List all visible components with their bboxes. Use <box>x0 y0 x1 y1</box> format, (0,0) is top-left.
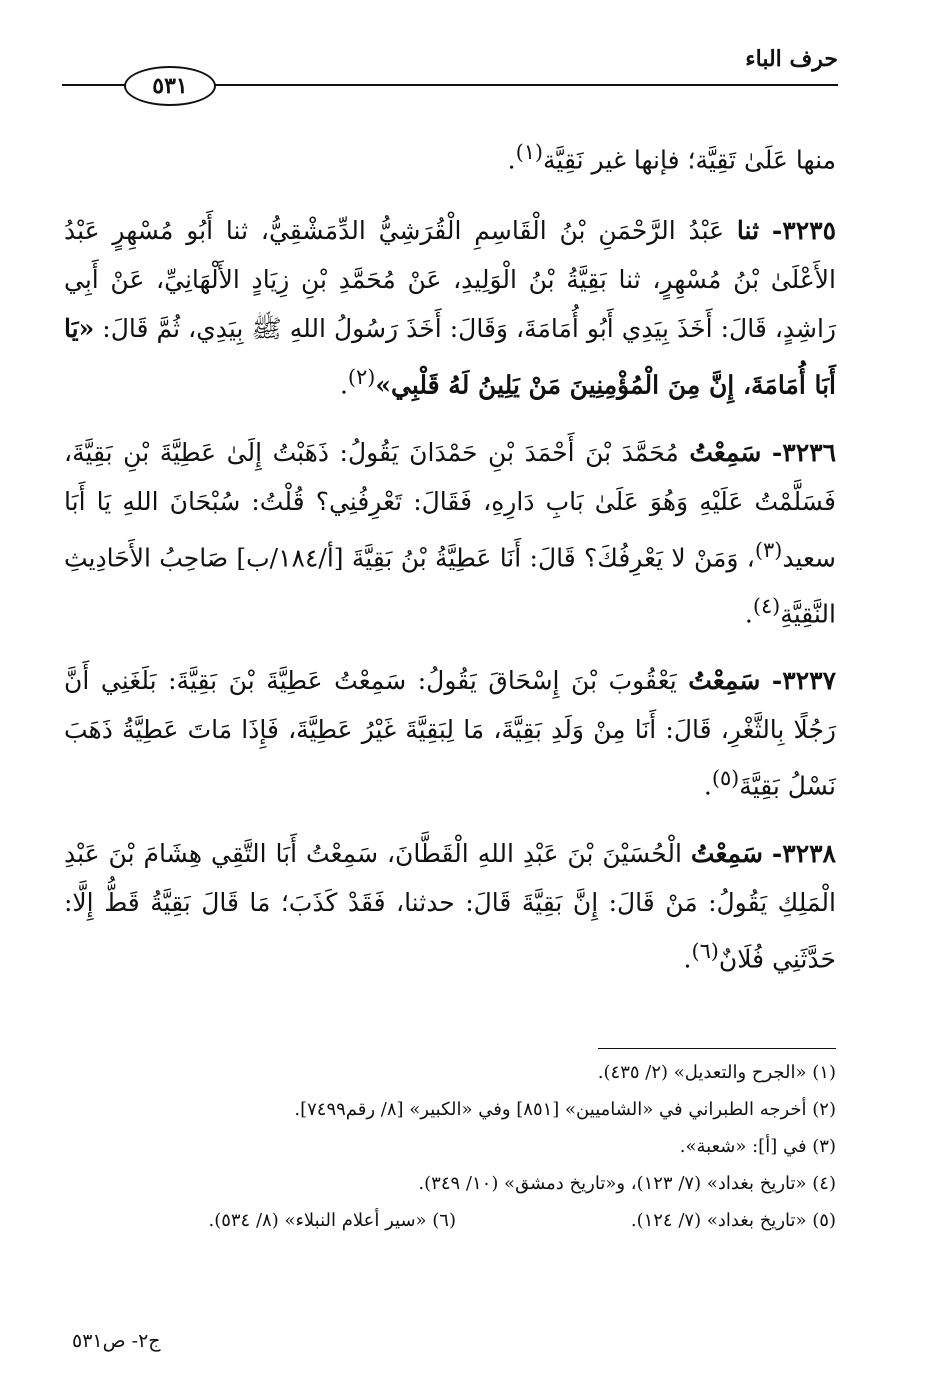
hadith-3237 <box>64 656 836 810</box>
paragraph-end: . <box>683 943 692 973</box>
paragraph-text: يَعْقُوبَ بْنَ إِسْحَاقَ يَقُولُ: سَمِعْتُ عَطِيَّةَ بْنَ بَقِيَّةَ: بَلَغَنِي أَنَّ رَجُلًا بِالثَّغْرِ، قَالَ: أَنَا مِنْ وَلَدِ بَقِيَّةَ، مَا لِبَقِيَّةَ غَيْرُ عَطِيَّةَ، فَإِذَا مَاتَ عَطِيَّةُ ذَهَبَ نَسْلُ بَقِيَّةَ <box>64 666 836 801</box>
footnote-1: (١) «الجرح والتعديل» (٢/ ٤٣٥). <box>597 1062 836 1083</box>
hadith-number: ٣٢٣٦- <box>771 437 837 467</box>
hadith-number: ٣٢٣٧- <box>771 666 836 696</box>
narration-keyword: ثنا <box>736 216 760 246</box>
main-text <box>64 128 836 1001</box>
page-header <box>62 40 838 110</box>
footnote-2: (٢) أخرجه الطبراني في «الشاميين» [٨٥١] وفي «الكبير» [٨/ رقم٧٤٩٩]. <box>294 1099 836 1120</box>
footnote-ref: (٢) <box>347 365 376 390</box>
hadith-3235 <box>64 206 836 409</box>
paragraph-end: . <box>703 771 712 801</box>
narration-keyword: سَمِعْتُ <box>690 838 763 868</box>
paragraph-text: منها عَلَىٰ تَقِيَّة؛ فإنها غير نَقِيَّة <box>543 145 836 175</box>
hadith-3238 <box>64 829 836 983</box>
page-number-badge: ٥٣١ <box>124 66 216 106</box>
paragraph-end: . <box>507 145 516 175</box>
hadith-3236 <box>64 428 836 639</box>
footnote-5: (٥) «تاريخ بغداد» (٧/ ١٢٤). <box>630 1210 836 1231</box>
paragraph-text: الْحُسَيْنَ بْنَ عَبْدِ اللهِ الْقَطَّانَ، سَمِعْتُ أَبَا التَّقِي هِشَامَ بْنَ عَبْدِ الْمَلِكِ يَقُولُ: مَنْ قَالَ: إِنَّ بَقِيَّةَ قَالَ: حدثنا، فَقَدْ كَذَبَ؛ مَا قَالَ بَقِيَّةُ قَطُّ إِلَّا: حَدَّثَنِي فُلَانٌ <box>64 838 836 973</box>
hadith-number: ٣٢٣٥- <box>771 216 836 246</box>
footnote-3: (٣) في [أ]: «شعبة». <box>679 1136 836 1157</box>
footnote-ref: (٦) <box>691 938 719 963</box>
footnote-ref: (١) <box>515 140 544 164</box>
narration-keyword: سَمِعْتُ <box>689 437 762 467</box>
hadith-number: ٣٢٣٨- <box>771 838 836 868</box>
paragraph-text: عَبْدُ الرَّحْمَنِ بْنُ الْقَاسِمِ الْقُرَشِيُّ الدِّمَشْقِيُّ، ثنا أَبُو مُسْهِرٍ عَبْدُ الأَعْلَىٰ بْنُ مُسْهِرٍ، ثنا بَقِيَّةُ بْنُ الْوَلِيدِ، عَنْ مُحَمَّدِ بْنِ زِيَادٍ الأَلْهَانِيِّ، عَنْ أَبِي رَاشِدٍ، قَالَ: أَخَذَ بِيَدِي أَبُو أُمَامَةَ، وَقَالَ: أَخَذَ رَسُولُ اللهِ ﷺ بِيَدِي، ثُمَّ قَالَ: <box>64 216 837 344</box>
paragraph-end: . <box>339 370 348 400</box>
footnote-row-5-6 <box>64 1202 836 1239</box>
footnote-separator <box>598 1048 836 1049</box>
footnote-6: (٦) «سير أعلام النبلاء» (٨/ ٥٣٤). <box>208 1210 456 1231</box>
footnote-ref: (٤) <box>752 593 781 618</box>
narration-keyword: سَمِعْتُ <box>688 666 761 696</box>
paragraph-text-continued: ، وَمَنْ لا يَعْرِفُكَ؟ قَالَ: أَنَا عَطِيَّةُ بْنُ بَقِيَّةَ [أ/١٨٤/ب] صَاحِبُ الأَحَادِيثِ النَّقِيَّةِ <box>64 542 836 629</box>
paragraph-end: . <box>744 599 753 629</box>
paragraph-intro <box>64 128 836 184</box>
chapter-title: حرف الباء <box>745 46 838 72</box>
footnotes <box>64 1054 836 1239</box>
hadith-quote: «يَا أَبَا أُمَامَةَ، إِنَّ مِنَ الْمُؤْمِنِينَ مَنْ يَلِينُ لَهُ قَلْبِي» <box>64 314 836 400</box>
volume-page-footer: ج٢- ص٥٣١ <box>72 1330 161 1352</box>
paragraph-text: مُحَمَّدَ بْنَ أَحْمَدَ بْنِ حَمْدَانَ يَقُولُ: ذَهَبْتُ إِلَىٰ عَطِيَّةَ بْنِ بَقِيَّةَ، فَسَلَّمْتُ عَلَيْهِ وَهُوَ عَلَىٰ بَابِ دَارِهِ، فَقَالَ: تَعْرِفُنِي؟ قُلْتُ: سُبْحَانَ اللهِ يَا أَبَا سعيد <box>64 437 837 572</box>
footnote-4: (٤) «تاريخ بغداد» (٧/ ١٢٣)، و«تاريخ دمشق» (١٠/ ٣٤٩). <box>418 1173 836 1194</box>
footnote-ref: (٣) <box>754 537 783 562</box>
footnote-ref: (٥) <box>711 766 740 791</box>
